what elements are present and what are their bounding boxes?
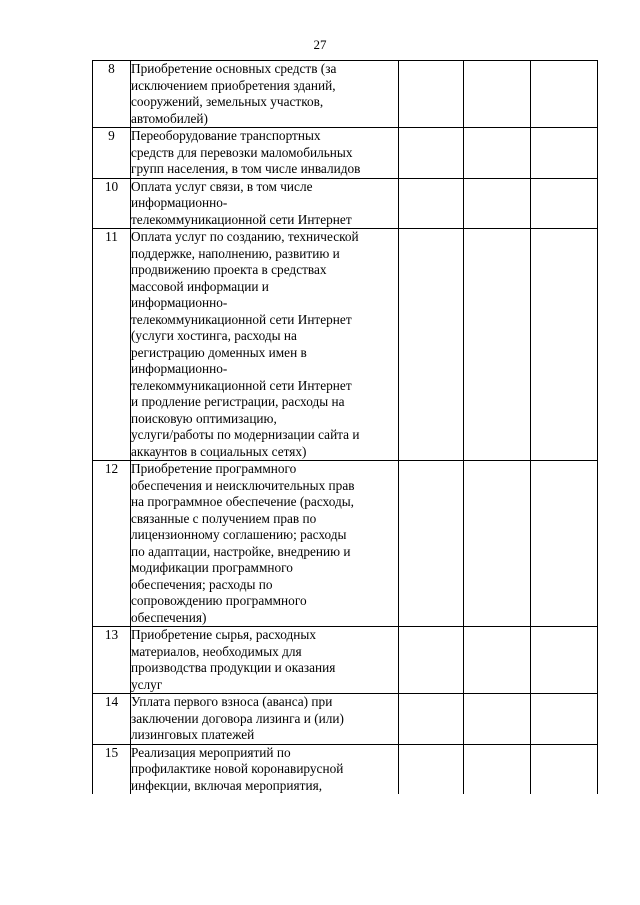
empty-cell-col2 bbox=[464, 178, 531, 229]
expense-table bbox=[92, 60, 598, 794]
page-number: 27 bbox=[313, 37, 327, 52]
empty-cell-col3 bbox=[531, 627, 598, 694]
row-number: 14 bbox=[93, 694, 131, 745]
table-row bbox=[93, 627, 598, 694]
empty-cell-col3 bbox=[531, 229, 598, 461]
empty-cell-col3 bbox=[531, 461, 598, 627]
empty-cell-col1 bbox=[399, 229, 464, 461]
table-row bbox=[93, 178, 598, 229]
table-row bbox=[93, 128, 598, 179]
table-row bbox=[93, 461, 598, 627]
empty-cell-col1 bbox=[399, 627, 464, 694]
expense-description: Уплата первого взноса (аванса) при заключении договора лизинга и (или) лизинговых платежей bbox=[131, 694, 399, 745]
row-number: 12 bbox=[93, 461, 131, 627]
empty-cell-col1 bbox=[399, 744, 464, 794]
row-number: 8 bbox=[93, 61, 131, 128]
empty-cell-col3 bbox=[531, 128, 598, 179]
expense-description: Переоборудование транспортных средств для перевозки маломобильных групп населения, в том числе инвалидов bbox=[131, 128, 399, 179]
row-number: 9 bbox=[93, 128, 131, 179]
empty-cell-col1 bbox=[399, 128, 464, 179]
expense-description: Реализация мероприятий по профилактике новой коронавирусной инфекции, включая мероприятия, bbox=[131, 744, 399, 794]
empty-cell-col1 bbox=[399, 461, 464, 627]
row-number: 15 bbox=[93, 744, 131, 794]
empty-cell-col1 bbox=[399, 61, 464, 128]
empty-cell-col2 bbox=[464, 461, 531, 627]
expense-description: Приобретение программного обеспечения и неисключительных прав на программное обеспечение (расходы, связанные с получением прав по лицензионному соглашению; расходы по адаптации, настройке, внедрению и модификации программного обеспечения; расходы по сопровождению программного обеспечения) bbox=[131, 461, 399, 627]
empty-cell-col3 bbox=[531, 178, 598, 229]
expense-description: Оплата услуг связи, в том числе информационно- телекоммуникационной сети Интернет bbox=[131, 178, 399, 229]
empty-cell-col2 bbox=[464, 229, 531, 461]
expense-description: Приобретение основных средств (за исключением приобретения зданий, сооружений, земельных участков, автомобилей) bbox=[131, 61, 399, 128]
expense-description: Оплата услуг по созданию, технической поддержке, наполнению, развитию и продвижению проекта в средствах массовой информации и информационно- телекоммуникационной сети Интернет (услуги хостинга, расходы на регистрацию доменных имен в информационно- телекоммуникационной сети Интернет и продление регистрации, расходы на поисковую оптимизацию, услуги/работы по модернизации сайта и аккаунтов в социальных сетях) bbox=[131, 229, 399, 461]
empty-cell-col2 bbox=[464, 627, 531, 694]
empty-cell-col2 bbox=[464, 61, 531, 128]
expense-description: Приобретение сырья, расходных материалов, необходимых для производства продукции и оказания услуг bbox=[131, 627, 399, 694]
empty-cell-col1 bbox=[399, 178, 464, 229]
empty-cell-col3 bbox=[531, 744, 598, 794]
empty-cell-col2 bbox=[464, 128, 531, 179]
table-row bbox=[93, 694, 598, 745]
row-number: 11 bbox=[93, 229, 131, 461]
empty-cell-col3 bbox=[531, 694, 598, 745]
row-number: 10 bbox=[93, 178, 131, 229]
empty-cell-col2 bbox=[464, 694, 531, 745]
table-row bbox=[93, 229, 598, 461]
row-number: 13 bbox=[93, 627, 131, 694]
empty-cell-col3 bbox=[531, 61, 598, 128]
table-row bbox=[93, 61, 598, 128]
empty-cell-col2 bbox=[464, 744, 531, 794]
table-row bbox=[93, 744, 598, 794]
empty-cell-col1 bbox=[399, 694, 464, 745]
